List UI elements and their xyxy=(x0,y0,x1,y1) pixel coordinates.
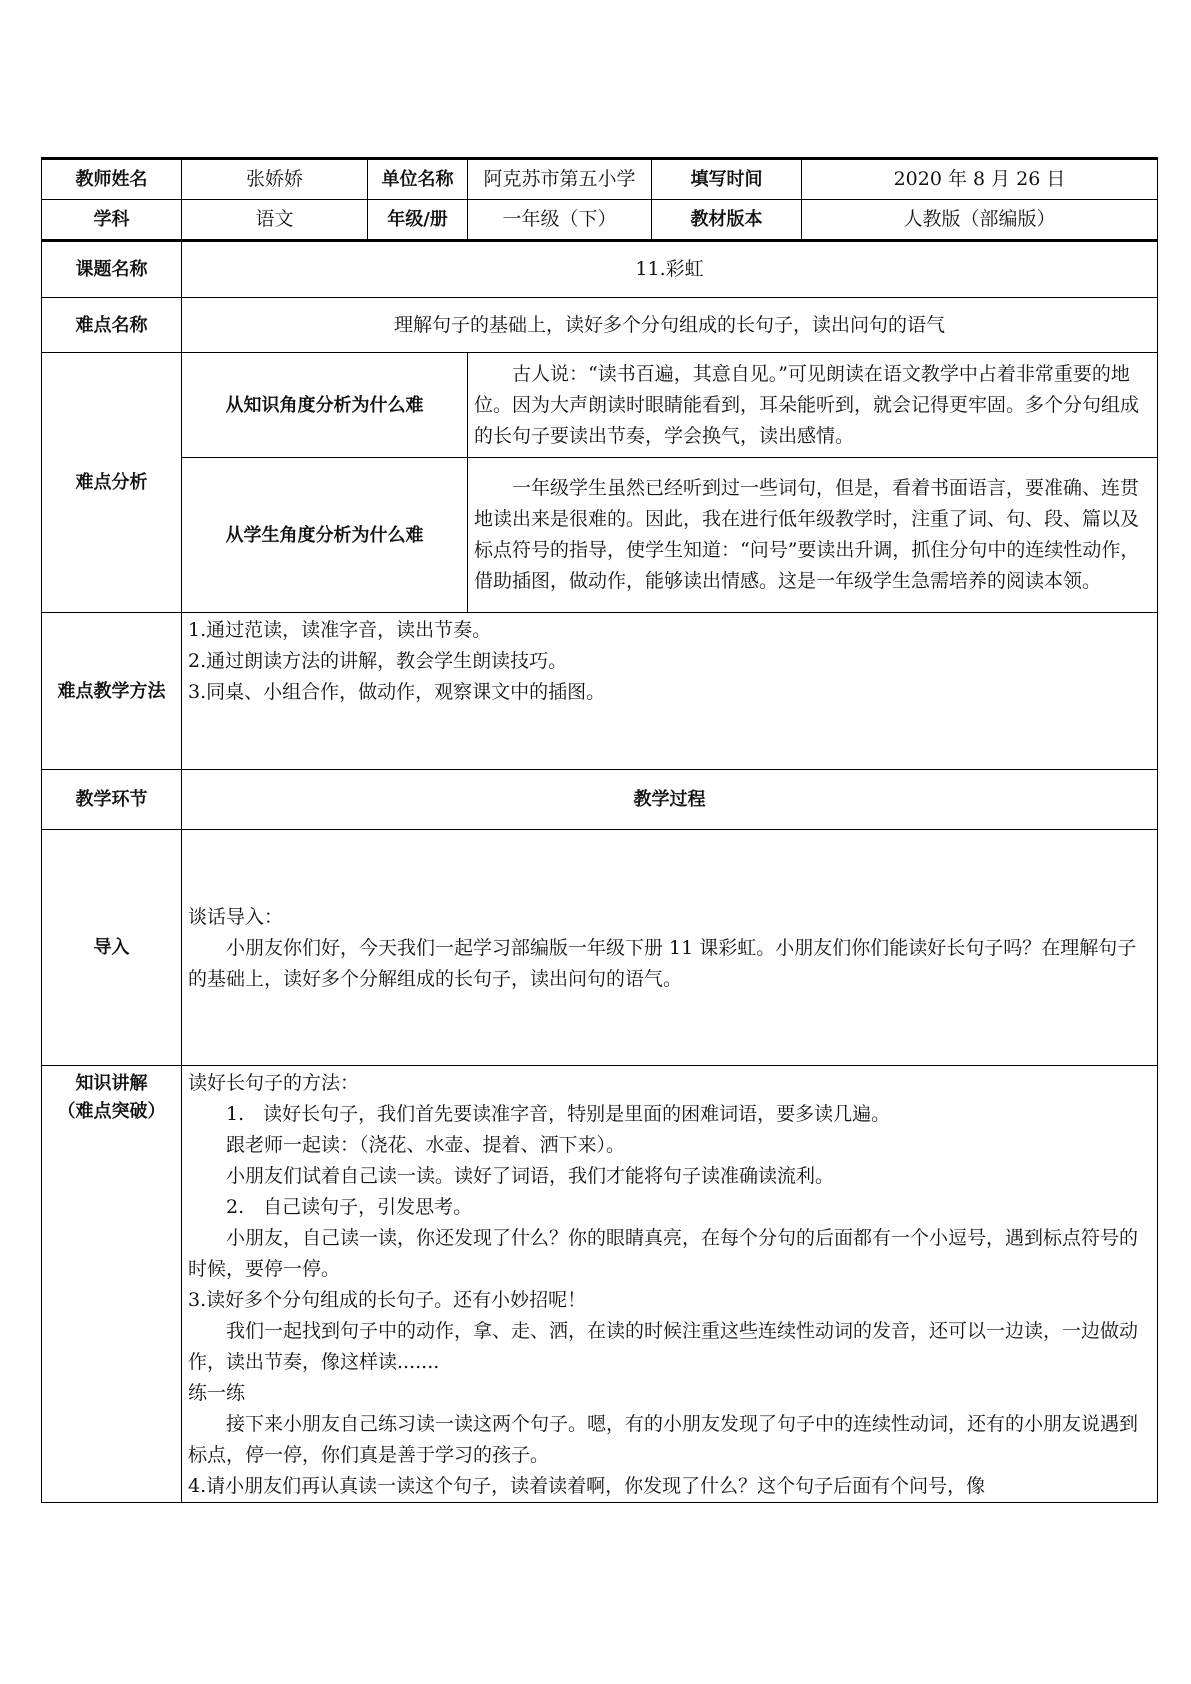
knowledge-angle-label: 从知识角度分析为什么难 xyxy=(182,353,468,458)
edition-label: 教材版本 xyxy=(652,200,802,241)
stage-header: 教学环节 xyxy=(42,770,182,830)
subject-label: 学科 xyxy=(42,200,182,241)
step-3: 3.读好多个分句组成的长句子。还有小妙招呢！ xyxy=(188,1289,587,1311)
discover-text: 小朋友，自己读一读，你还发现了什么？你的眼睛真亮，在每个分句的后面都有一个小逗号，遇到标点符号的时候，要停一停。 xyxy=(188,1227,1139,1280)
grade-label: 年级/册 xyxy=(368,200,468,241)
analysis-knowledge-row xyxy=(42,353,1158,458)
unit-value: 阿克苏市第五小学 xyxy=(468,159,652,200)
topic-label: 课题名称 xyxy=(42,241,182,298)
knowledge-label: 知识讲解 xyxy=(75,1073,148,1094)
student-angle-label: 从学生角度分析为什么难 xyxy=(182,458,468,613)
methods-row xyxy=(42,613,1158,770)
unit-label: 单位名称 xyxy=(368,159,468,200)
topic-value: 11.彩虹 xyxy=(182,241,1158,298)
method-item: 3.同桌、小组合作，做动作，观察课文中的插图。 xyxy=(188,681,606,703)
follow-read: 跟老师一起读：（浇花、水壶、提着、洒下来）。 xyxy=(226,1134,626,1156)
step-2: 2. 自己读句子，引发思考。 xyxy=(226,1196,473,1218)
lesson-plan-table xyxy=(41,157,1158,1503)
lesson-plan-page xyxy=(41,157,1157,1503)
date-label: 填写时间 xyxy=(652,159,802,200)
self-read: 小朋友们试着自己读一读。读好了词语，我们才能将句子读准确读流利。 xyxy=(226,1165,835,1187)
topic-row xyxy=(42,241,1158,298)
knowledge-row xyxy=(42,1066,1158,1503)
edition-value: 人教版（部编版） xyxy=(802,200,1158,241)
difficulty-label: 难点名称 xyxy=(42,298,182,353)
step-4: 4.请小朋友们再认真读一读这个句子，读着读着啊，你发现了什么？这个句子后面有个问号，像 xyxy=(188,1475,986,1497)
actions-text: 我们一起找到句子中的动作，拿、走、洒，在读的时候注重这些连续性动词的发音，还可以一边读，一边做动作，读出节奏，像这样读....... xyxy=(188,1320,1139,1373)
intro-label: 导入 xyxy=(42,830,182,1066)
teacher-value: 张娇娇 xyxy=(182,159,368,200)
step-1: 1. 读好长句子，我们首先要读准字音，特别是里面的困难词语，要多读几遍。 xyxy=(226,1103,891,1125)
date-value: 2020 年 8 月 26 日 xyxy=(802,159,1158,200)
analysis-student-row xyxy=(42,458,1158,613)
intro-title: 谈话导入： xyxy=(188,906,284,928)
knowledge-sublabel: （难点突破） xyxy=(57,1101,166,1122)
difficulty-value: 理解句子的基础上，读好多个分句组成的长句子，读出问句的语气 xyxy=(182,298,1158,353)
intro-row xyxy=(42,830,1158,1066)
knowledge-angle-text: 古人说：“读书百遍，其意自见。”可见朗读在语文教学中占着非常重要的地位。因为大声朗读时眼睛能看到，耳朵能听到，就会记得更牢固。多个分句组成的长句子要读出节奏，学会换气，读出感情。 xyxy=(474,362,1140,447)
grade-value: 一年级（下） xyxy=(468,200,652,241)
process-header: 教学过程 xyxy=(182,770,1158,830)
methods-label: 难点教学方法 xyxy=(42,613,182,770)
analysis-label: 难点分析 xyxy=(42,353,182,613)
info-row-2 xyxy=(42,200,1158,241)
student-angle-text: 一年级学生虽然已经听到过一些词句，但是，看着书面语言，要准确、连贯地读出来是很难的。因此，我在进行低年级教学时，注重了词、句、段、篇以及标点符号的指导，使学生知道：“问号”要读出升调，抓住分句中的连续性动作，借助插图，做动作，能够读出情感。这是一年级学生急需培养的阅读本领。 xyxy=(474,477,1140,592)
difficulty-row xyxy=(42,298,1158,353)
info-row-1 xyxy=(42,159,1158,200)
teacher-label: 教师姓名 xyxy=(42,159,182,200)
practice-title: 练一练 xyxy=(188,1382,246,1404)
method-item: 1.通过范读，读准字音，读出节奏。 xyxy=(188,619,492,641)
intro-text: 小朋友你们好，今天我们一起学习部编版一年级下册 11 课彩虹。小朋友们你们能读好长句子吗？在理解句子的基础上，读好多个分解组成的长句子，读出问句的语气。 xyxy=(188,937,1137,990)
method-item: 2.通过朗读方法的讲解，教会学生朗读技巧。 xyxy=(188,650,568,672)
practice-text: 接下来小朋友自己练习读一读这两个句子。嗯，有的小朋友发现了句子中的连续性动词，还有的小朋友说遇到标点，停一停，你们真是善于学习的孩子。 xyxy=(188,1413,1139,1466)
subject-value: 语文 xyxy=(182,200,368,241)
process-header-row xyxy=(42,770,1158,830)
method-title: 读好长句子的方法： xyxy=(188,1072,360,1094)
